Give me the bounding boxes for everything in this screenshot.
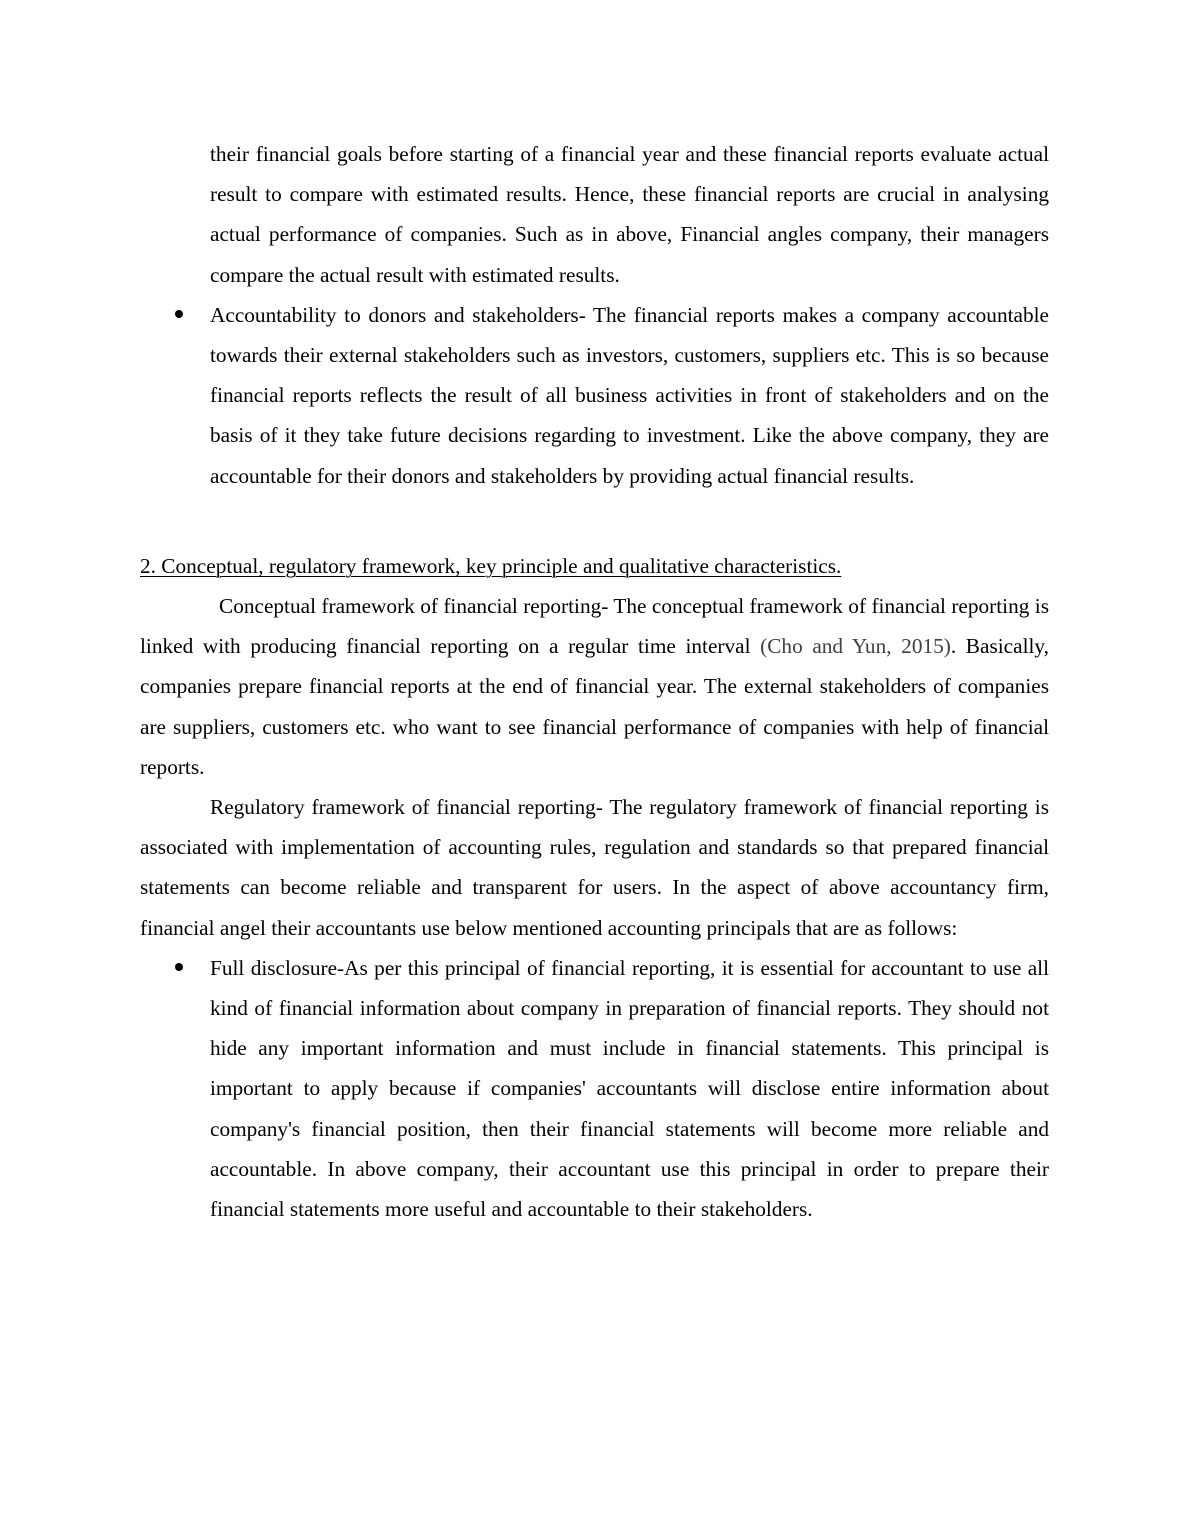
bullet-text: Full disclosure-As per this principal of financial reporting, it is essential for accountant to use all kind of financial information about company in preparation of financial reports. They should not hide any important information and must include in financial statements. This principal is important to apply because if companies' accountants will disclose entire information about company's financial position, then their financial statements will become more reliable and accountable. In above company, their accountant use this principal in order to prepare their financial statements more useful and accountable to their stakeholders. <box>210 955 1049 1222</box>
bullet-text: Accountability to donors and stakeholders- The financial reports makes a company accountable towards their external stakeholders such as investors, customers, suppliers etc. This is so because financial reports reflects the result of all business activities in front of stakeholders and on the basis of it they take future decisions regarding to investment. Like the above company, they are accountable for their donors and stakeholders by providing actual financial results. <box>210 302 1049 488</box>
conceptual-framework-paragraph <box>140 586 1049 787</box>
conceptual-text-part2: . Basically, companies prepare financial reports at the end of financial year. The external stakeholders of companies are suppliers, customers etc. who want to see financial performance of companies with help of financial reports. <box>140 634 1049 779</box>
continuation-paragraph: their financial goals before starting of a financial year and these financial reports evaluate actual result to compare with estimated results. Hence, these financial reports are crucial in analysing actual performance of companies. Such as in above, Financial angles company, their managers compare the actual result with estimated results. <box>210 142 1049 287</box>
bullet-item-accountability <box>140 295 1049 496</box>
section-heading: 2. Conceptual, regulatory framework, key principle and qualitative characteristics. <box>140 553 842 578</box>
bullet-icon <box>175 963 183 971</box>
section-spacer <box>140 496 1049 546</box>
bullet-item-full-disclosure <box>140 948 1049 1229</box>
citation-link: (Cho and Yun, 2015) <box>760 634 951 659</box>
document-body <box>140 134 1049 1229</box>
bullet-icon <box>175 310 183 318</box>
conceptual-text-part1: Conceptual framework of financial reporting- The conceptual framework of financial reporting is linked with producing financial reporting on a regular time interval <box>140 594 1049 659</box>
regulatory-framework-paragraph: Regulatory framework of financial reporting- The regulatory framework of financial reporting is associated with implementation of accounting rules, regulation and standards so that prepared financial statements can become reliable and transparent for users. In the aspect of above accountancy firm, financial angel their accountants use below mentioned accounting principals that are as follows: <box>140 795 1049 940</box>
